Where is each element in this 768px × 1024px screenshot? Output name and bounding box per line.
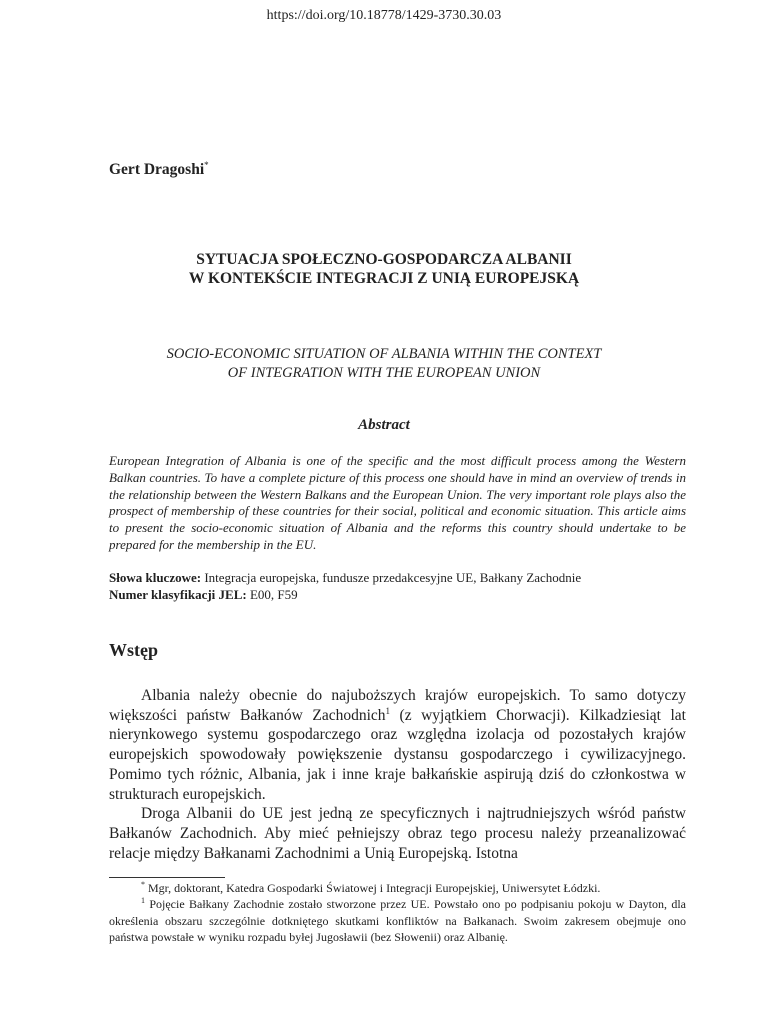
p1-part-a: Albania należy obecnie do najuboższych krajów europejskich. To samo dotyczy większości państw Bałkanów Zachodnich — [109, 687, 686, 724]
title-pl-line-1: SYTUACJA SPOŁECZNO-GOSPODARCZA ALBANII — [196, 251, 572, 268]
keywords-value: Integracja europejska, fundusze przedakcesyjne UE, Bałkany Zachodnie — [204, 570, 582, 585]
keywords-line — [109, 570, 686, 587]
article-title-english — [100, 345, 668, 382]
section-heading: Wstęp — [109, 640, 158, 660]
footnote-1-text: Pojęcie Bałkany Zachodnie zostało stworzone przez UE. Powstało ono po podpisaniu pokoju w Dayton, dla określenia obszaru szczególnie dotkniętego skutkami konfliktów na Bałkanach. Swoim zakresem obejmuje ono państwa powstałe w wyniku rozpadu byłej Jugosławii (bez Słowenii) oraz Albanię. — [109, 897, 686, 944]
author-footnote-mark[interactable]: * — [204, 160, 209, 170]
article-title-polish — [100, 250, 668, 288]
jel-line — [109, 587, 686, 604]
footnotes — [109, 880, 686, 945]
footnote-ref-1[interactable]: 1 — [385, 705, 391, 716]
title-pl-line-2: W KONTEKŚCIE INTEGRACJI Z UNIĄ EUROPEJSKĄ — [188, 270, 580, 287]
footnote-divider — [109, 877, 225, 878]
abstract-heading: Abstract — [358, 417, 410, 433]
body-text — [109, 686, 686, 863]
author-name-text: Gert Dragoshi — [109, 161, 205, 179]
keywords-block — [109, 570, 686, 603]
abstract-text: European Integration of Albania is one of the specific and the most difficult process among the Western Balkan countries. To have a complete picture of this process one should have in mind an overview of trends in the relationship between the Western Balkans and the European Union. The very important role plays also the prospect of membership of these countries for their social, political and economic situation. This article aims to present the socio-economic situation of Albania and the reforms this country should undertake to be prepared for the membership in the EU. — [109, 453, 686, 552]
jel-label: Numer klasyfikacji JEL: — [109, 586, 247, 602]
footnote-author-text: Mgr, doktorant, Katedra Gospodarki Światowej i Integracji Europejskiej, Uniwersytet Łódzki. — [145, 881, 601, 895]
footnote-1 — [109, 896, 686, 945]
doi-link[interactable]: https://doi.org/10.18778/1429-3730.30.03 — [266, 8, 502, 23]
keywords-label: Słowa kluczowe: — [109, 570, 202, 585]
footnote-author — [109, 880, 686, 896]
title-en-line-1: SOCIO-ECONOMIC SITUATION OF ALBANIA WITHIN THE CONTEXT — [166, 346, 602, 362]
author-name — [109, 160, 209, 179]
body-paragraph-1 — [109, 686, 686, 804]
footnote-mark-1: 1 — [141, 896, 145, 906]
title-en-line-2: OF INTEGRATION WITH THE EUROPEAN UNION — [227, 364, 541, 381]
body-paragraph-2: Droga Albanii do UE jest jedną ze specyficznych i najtrudniejszych wśród państw Bałkanów Zachodnich. Aby mieć pełniejszy obraz tego procesu należy przeanalizować relacje między Bałkanami Zachodnimi a Unią Europejską. Istotna — [109, 805, 686, 862]
footnote-mark-star: * — [141, 880, 145, 889]
jel-value: E00, F59 — [249, 586, 298, 602]
p1-part-b: (z wyjątkiem Chorwacji). Kilkadziesiąt lat nierynkowego systemu gospodarczego oraz względna izolacja od pozostałych krajów europejskich spowodowały powiększenie dystansu gospodarczego i cywilizacyjnego. Pomimo tych różnic, Albania, jak i inne kraje bałkańskie aspirują dziś do członkostwa w strukturach europejskich. — [109, 706, 686, 803]
